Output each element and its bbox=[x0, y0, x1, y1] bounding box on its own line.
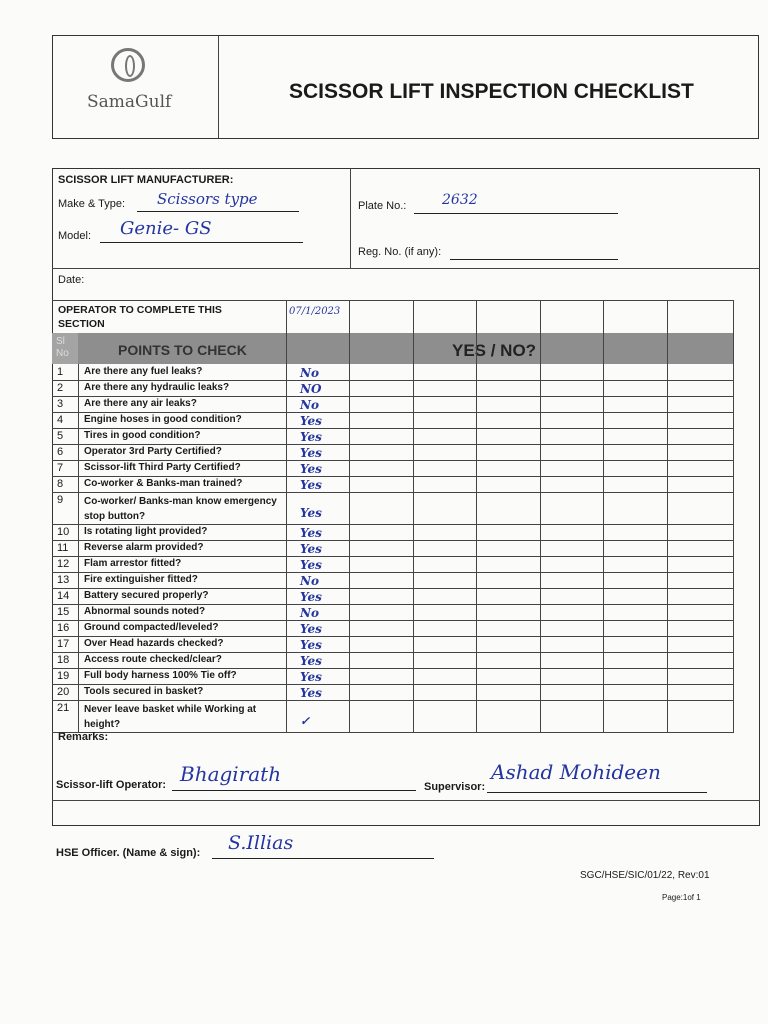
item-number: 1 bbox=[57, 366, 64, 378]
manufacturer-label: SCISSOR LIFT MANUFACTURER: bbox=[58, 174, 234, 186]
table-row bbox=[52, 700, 734, 732]
item-number: 18 bbox=[57, 654, 70, 666]
item-question: Are there any hydraulic leaks? bbox=[84, 382, 230, 393]
item-question: Co-worker & Banks-man trained? bbox=[84, 478, 243, 489]
table-row bbox=[52, 492, 734, 524]
table-row bbox=[52, 636, 734, 652]
item-answer[interactable]: Yes bbox=[300, 622, 322, 636]
operator-label: Scissor-lift Operator: bbox=[56, 779, 167, 791]
item-number: 9 bbox=[57, 494, 64, 506]
item-answer[interactable]: Yes bbox=[300, 462, 322, 476]
item-answer[interactable]: ✓ bbox=[300, 714, 311, 728]
item-question: Over Head hazards checked? bbox=[84, 638, 224, 649]
operator-signature-field[interactable]: Bhagirath bbox=[172, 770, 416, 791]
make-type-label: Make & Type: bbox=[58, 198, 126, 210]
item-question: Is rotating light provided? bbox=[84, 526, 208, 537]
item-question: Ground compacted/leveled? bbox=[84, 622, 219, 633]
item-question: Co-worker/ Banks-man know emergency stop button? bbox=[84, 496, 277, 522]
operator-section-label: OPERATOR TO COMPLETE THIS SECTION bbox=[58, 304, 222, 330]
item-answer[interactable]: Yes bbox=[300, 654, 322, 668]
item-question: Full body harness 100% Tie off? bbox=[84, 670, 237, 681]
item-answer[interactable]: Yes bbox=[300, 638, 322, 652]
table-row bbox=[52, 476, 734, 492]
item-number: 20 bbox=[57, 686, 70, 698]
table-row bbox=[52, 412, 734, 428]
table-row bbox=[52, 380, 734, 396]
date-label: Date: bbox=[58, 274, 85, 286]
hse-signature-field[interactable]: S.Illias bbox=[212, 840, 434, 859]
item-number: 8 bbox=[57, 478, 64, 490]
model-label: Model: bbox=[58, 230, 92, 242]
item-answer[interactable]: Yes bbox=[300, 446, 322, 460]
table-row bbox=[52, 460, 734, 476]
table-header bbox=[52, 333, 734, 364]
item-question: Battery secured properly? bbox=[84, 590, 209, 601]
table-row bbox=[52, 396, 734, 412]
item-question: Tools secured in basket? bbox=[84, 686, 204, 697]
logo-icon bbox=[111, 48, 145, 82]
item-answer[interactable]: No bbox=[300, 574, 319, 588]
item-answer[interactable]: Yes bbox=[300, 478, 322, 492]
plate-label: Plate No.: bbox=[358, 200, 407, 212]
page-number: Page:1of 1 bbox=[662, 893, 701, 902]
item-number: 14 bbox=[57, 590, 70, 602]
model-field[interactable]: Genie- GS bbox=[100, 226, 303, 243]
item-question: Fire extinguisher fitted? bbox=[84, 574, 198, 585]
item-number: 10 bbox=[57, 526, 70, 538]
item-answer[interactable]: Yes bbox=[300, 430, 322, 444]
table-row bbox=[52, 556, 734, 572]
item-number: 7 bbox=[57, 462, 64, 474]
table-row bbox=[52, 588, 734, 604]
table-row bbox=[52, 652, 734, 668]
supervisor-label: Supervisor: bbox=[424, 781, 486, 793]
item-number: 5 bbox=[57, 430, 64, 442]
table-row bbox=[52, 604, 734, 620]
page-title: SCISSOR LIFT INSPECTION CHECKLIST bbox=[289, 80, 694, 103]
table-row bbox=[52, 444, 734, 460]
item-answer[interactable]: Yes bbox=[300, 506, 322, 520]
document-code: SGC/HSE/SIC/01/22, Rev:01 bbox=[580, 870, 710, 881]
item-number: 11 bbox=[57, 542, 69, 554]
item-answer[interactable]: Yes bbox=[300, 542, 322, 556]
answer-header: YES / NO? bbox=[452, 341, 537, 360]
table-row bbox=[52, 540, 734, 556]
item-answer[interactable]: Yes bbox=[300, 590, 322, 604]
item-answer[interactable]: Yes bbox=[300, 670, 322, 684]
item-question: Are there any fuel leaks? bbox=[84, 366, 203, 377]
item-answer[interactable]: Yes bbox=[300, 526, 322, 540]
table-row bbox=[52, 572, 734, 588]
reg-label: Reg. No. (if any): bbox=[358, 246, 442, 258]
item-question: Scissor-lift Third Party Certified? bbox=[84, 462, 241, 473]
item-answer[interactable]: No bbox=[300, 398, 319, 412]
hse-label: HSE Officer. (Name & sign): bbox=[56, 847, 201, 859]
item-number: 6 bbox=[57, 446, 64, 458]
make-type-field[interactable]: Scissors type bbox=[137, 196, 299, 212]
item-number: 21 bbox=[57, 702, 70, 714]
plate-field[interactable]: 2632 bbox=[414, 198, 618, 214]
table-row bbox=[52, 364, 734, 380]
item-number: 17 bbox=[57, 638, 70, 650]
item-question: Abnormal sounds noted? bbox=[84, 606, 206, 617]
item-answer[interactable]: No bbox=[300, 606, 319, 620]
item-question: Are there any air leaks? bbox=[84, 398, 197, 409]
item-question: Access route checked/clear? bbox=[84, 654, 222, 665]
table-row bbox=[52, 428, 734, 444]
logo-text: SamaGulf bbox=[87, 92, 172, 112]
item-answer[interactable]: No bbox=[300, 366, 319, 380]
reg-field[interactable] bbox=[450, 245, 618, 260]
item-question: Operator 3rd Party Certified? bbox=[84, 446, 222, 457]
item-question: Engine hoses in good condition? bbox=[84, 414, 242, 425]
item-number: 16 bbox=[57, 622, 70, 634]
item-number: 2 bbox=[57, 382, 64, 394]
points-header: POINTS TO CHECK bbox=[118, 342, 247, 358]
header-box bbox=[52, 35, 759, 139]
item-answer[interactable]: Yes bbox=[300, 558, 322, 572]
item-question: Never leave basket while Working at height? bbox=[84, 704, 257, 730]
table-row bbox=[52, 620, 734, 636]
supervisor-signature-field[interactable]: Ashad Mohideen bbox=[487, 772, 707, 793]
table-row bbox=[52, 524, 734, 540]
remarks-label: Remarks: bbox=[58, 731, 109, 743]
item-number: 13 bbox=[57, 574, 70, 586]
inspection-date[interactable]: 07/1/2023 bbox=[289, 306, 341, 317]
sl-no-header: Sl No bbox=[56, 336, 69, 359]
item-answer[interactable]: Yes bbox=[300, 414, 322, 428]
item-answer[interactable]: Yes bbox=[300, 686, 322, 700]
item-answer[interactable]: NO bbox=[300, 382, 322, 396]
table-row bbox=[52, 684, 734, 700]
item-number: 4 bbox=[57, 414, 64, 426]
table-row bbox=[52, 668, 734, 684]
item-question: Flam arrestor fitted? bbox=[84, 558, 182, 569]
item-number: 12 bbox=[57, 558, 70, 570]
item-number: 19 bbox=[57, 670, 70, 682]
item-number: 3 bbox=[57, 398, 64, 410]
item-number: 15 bbox=[57, 606, 70, 618]
item-question: Reverse alarm provided? bbox=[84, 542, 204, 553]
item-question: Tires in good condition? bbox=[84, 430, 201, 441]
